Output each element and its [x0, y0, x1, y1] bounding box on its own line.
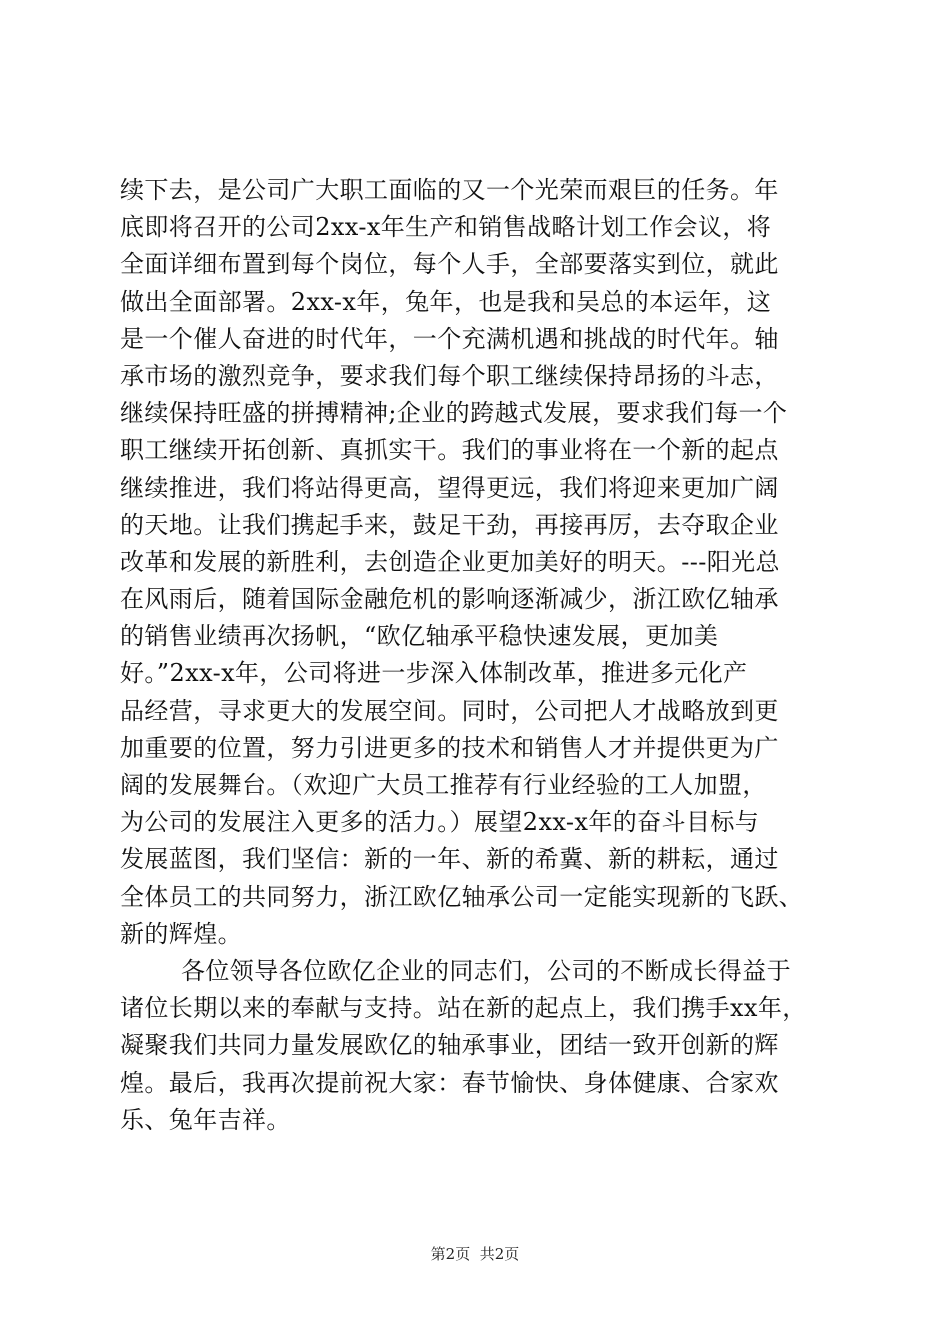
text-line: 的销售业绩再次扬帆，“欧亿轴承平稳快速发展，更加美 — [120, 622, 719, 651]
paragraph — [120, 172, 832, 953]
document-body — [120, 172, 832, 1139]
text-line: 发展蓝图，我们坚信：新的一年、新的希冀、新的耕耘，通过 — [120, 845, 779, 874]
text-line: 诸位长期以来的奉献与支持。站在新的起点上，我们携手xx年， — [120, 994, 807, 1023]
text-line: 乐、兔年吉祥。 — [120, 1105, 291, 1134]
text-line: 承市场的激烈竞争，要求我们每个职工继续保持昂扬的斗志， — [120, 361, 779, 390]
text-line: 的天地。让我们携起手来，鼓足干劲，再接再厉，去夺取企业 — [120, 510, 779, 539]
text-line: 续下去，是公司广大职工面临的又一个光荣而艰巨的任务。年 — [120, 176, 779, 204]
text-line: 全面详细布置到每个岗位，每个人手，全部要落实到位，就此 — [120, 250, 779, 279]
text-line: 新的辉煌。 — [120, 919, 242, 948]
page-number: 第2页 — [430, 1245, 471, 1263]
text-line: 加重要的位置，努力引进更多的技术和销售人才并提供更为广 — [120, 733, 779, 762]
text-line: 各位领导各位欧亿企业的同志们，公司的不断成长得益于 — [181, 956, 791, 985]
text-line: 继续推进，我们将站得更高，望得更远，我们将迎来更加广阔 — [120, 473, 779, 502]
text-line: 为公司的发展注入更多的活力。）展望2xx-x年的奋斗目标与 — [120, 808, 760, 837]
text-line: 做出全面部署。2xx-x年，兔年，也是我和吴总的本运年，这 — [120, 287, 772, 316]
text-line: 煌。最后，我再次提前祝大家：春节愉快、身体健康、合家欢 — [120, 1068, 779, 1097]
page-footer — [0, 1244, 950, 1264]
paragraph — [120, 953, 832, 1139]
text-line: 阔的发展舞台。（欢迎广大员工推荐有行业经验的工人加盟， — [120, 771, 767, 799]
footer-separator — [470, 1245, 480, 1263]
text-line: 凝聚我们共同力量发展欧亿的轴承事业，团结一致开创新的辉 — [120, 1031, 779, 1060]
text-line: 全体员工的共同努力，浙江欧亿轴承公司一定能实现新的飞跃、 — [120, 882, 804, 911]
text-line: 是一个催人奋进的时代年，一个充满机遇和挑战的时代年。轴 — [120, 324, 779, 353]
page-total: 共2页 — [479, 1245, 520, 1263]
text-line: 继续保持旺盛的拼搏精神;企业的跨越式发展，要求我们每一个 — [120, 399, 788, 428]
text-line: 职工继续开拓创新、真抓实干。我们的事业将在一个新的起点 — [120, 436, 779, 465]
text-line: 改革和发展的新胜利，去创造企业更加美好的明天。---阳光总 — [120, 547, 780, 576]
text-line: 品经营，寻求更大的发展空间。同时，公司把人才战略放到更 — [120, 696, 779, 725]
text-line: 好。”2xx-x年，公司将进一步深入体制改革，推进多元化产 — [120, 659, 748, 688]
text-line: 底即将召开的公司2xx-x年生产和销售战略计划工作会议，将 — [120, 213, 772, 242]
text-line: 在风雨后，随着国际金融危机的影响逐渐减少，浙江欧亿轴承 — [120, 585, 779, 614]
